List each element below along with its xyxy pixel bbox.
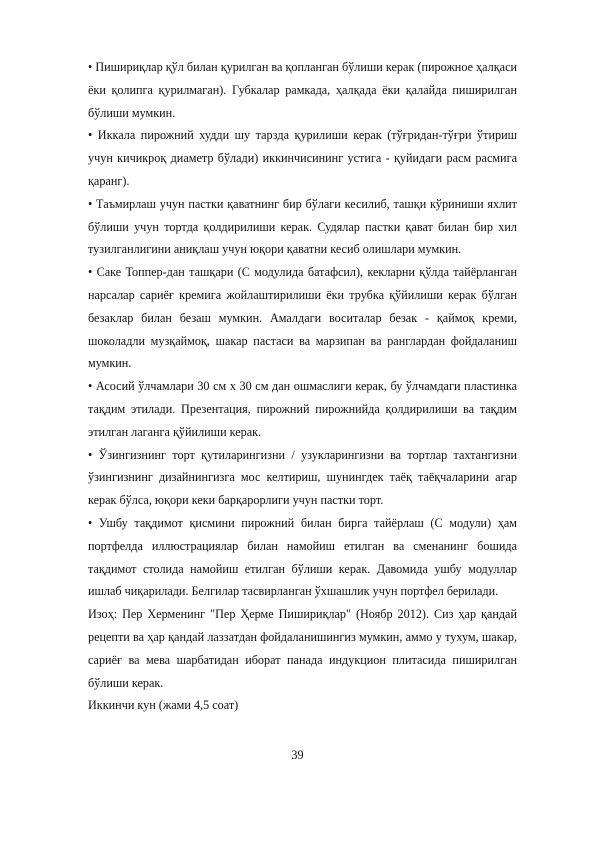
page-number: 39 — [291, 748, 304, 762]
paragraph-7: • Ушбу тақдимот қисмини пирожний билан бирга тайёрлаш (С модули) ҳам портфелда иллюстрациялар билан намойиш етилган ва сменанинг бошида тақдимот столида намойиш етилган бўлиши керак. Давомида ушбу модуллар ишлаб чиқарилади. Белгилар тасвирланган ўхшашлик учун портфел берилади. — [88, 515, 517, 599]
paragraph-1: • Пишириқлар қўл билан қурилган ва қопланган бўлиши керак (пирожное ҳалқаси ёки қолипга қурилмаган). Губкалар рамкада, ҳалқада ёки қалайда пиширилган бўлиши мумкин. — [88, 60, 517, 120]
paragraph-3: • Таъмирлаш учун пастки қаватнинг бир бўлаги кесилиб, ташқи кўриниши яхлит бўлиши учун тортда қолдирилиши керак. Судялар пастки қават билан бир хил тузилганлигини аниқлаш учун юқори қаватни кесиб олишлари мумкин. — [88, 196, 517, 257]
section-heading-day-two: Иккинчи кун (жами 4,5 соат) — [88, 698, 239, 713]
paragraph-5: • Асосий ўлчамлари 30 см х 30 см дан ошмаслиги керак, бу ўлчамдаги пластинка тақдим этилади. Презентация, пирожний пирожнийда қолдирилиши ва тақдим этилган лаганга қўйилиши керак. — [88, 379, 517, 439]
paragraph-6: • Ўзингизнинг торт қутиларингизни / узукларингизни ва тортлар тахтангизни ўзингизнинг дизайнингизга мос келтириш, шунингдек таёқ таёқчаларини агар керак бўлса, юқори кеки барқарорлиги учун пастки торт. — [88, 447, 517, 508]
paragraph-2: • Иккала пирожний худди шу тарзда қурилиши керак (тўғридан-тўғри ўтириш учун кичикроқ диаметр бўлади) иккинчисининг устига - қуйидаги расм расмига қаранг). — [88, 128, 517, 188]
document-body — [88, 56, 517, 717]
paragraph-4: • Саке Топпер-дан ташқари (С модулида батафсил), кекларни қўлда тайёрланган нарсалар сариёғ кремига жойлаштирилиши ёки трубка қўйилиши керак бўлган безаклар билан безаш мумкин. Амалдаги воситалар безак - қаймоқ креми, шоколадли музқаймоқ, шакар пастаси ва марзипан ва ранглардан фойдаланиш мумкин. — [88, 265, 517, 371]
paragraph-note: Изоҳ: Пер Херменинг "Пер Ҳерме Пишириқлар" (Ноябр 2012). Сиз ҳар қандай рецепти ва ҳар қандай лаззатдан фойдаланишингиз мумкин, аммо у тухум, шакар, сариёғ ва мева шарбатидан иборат панада индукцион плитасида пиширилган бўлиши керак. — [88, 607, 517, 690]
